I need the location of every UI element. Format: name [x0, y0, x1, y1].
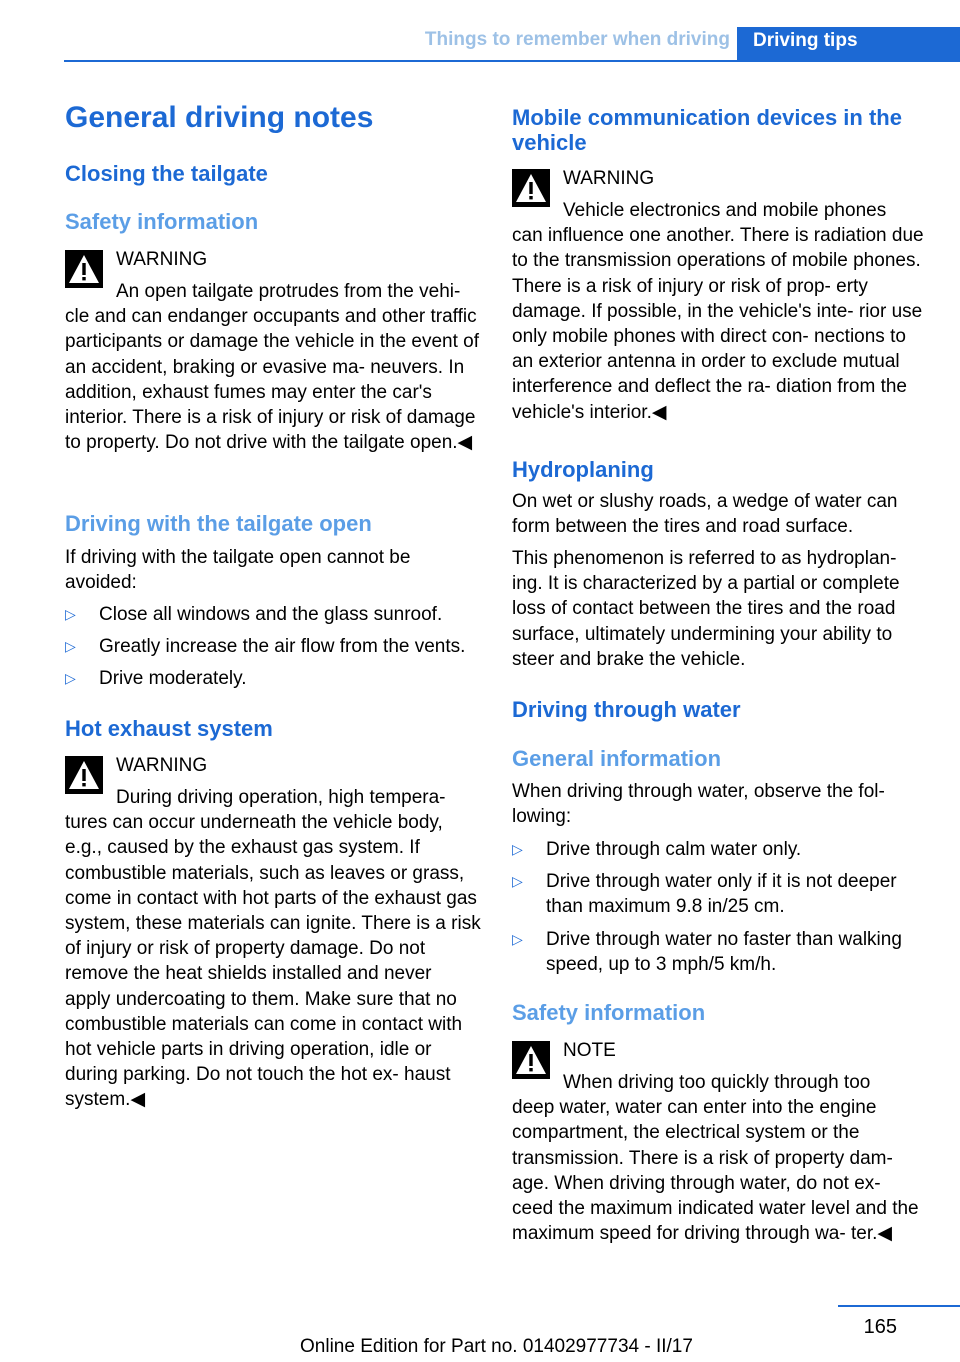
footer-edition: Online Edition for Part no. 01402977734 - II/17: [300, 1336, 693, 1357]
footer-rule: [838, 1305, 960, 1307]
warning-triangle-icon: [65, 756, 103, 794]
list-item: ▷ Drive through water only if it is not deeper than maximum 9.8 in/25 cm.: [512, 871, 897, 918]
tailgate-open-intro: If driving with the tailgate open cannot be avoided:: [65, 547, 411, 594]
list-item: ▷ Drive through calm water only.: [512, 837, 926, 862]
warning-label: WARNING: [563, 168, 655, 189]
warning-label: WARNING: [116, 249, 208, 270]
header-section-title: Things to remember when driving: [424, 29, 730, 50]
bullet-triangle-icon: ▷: [65, 670, 76, 687]
warning-triangle-icon: [512, 169, 550, 207]
bullet-triangle-icon: ▷: [65, 606, 76, 622]
list-item: ▷ Greatly increase the air flow from the vents.: [65, 634, 482, 659]
warning-triangle-icon: [65, 250, 103, 288]
bullet-triangle-icon: ▷: [512, 873, 523, 890]
list-item: ▷ Close all windows and the glass sunroof.: [65, 602, 482, 627]
heading-general-information: General information: [512, 746, 722, 771]
heading-mobile-devices: Mobile communication devices in the vehicle: [512, 105, 902, 155]
note-text: deep water, water can enter into the engine compartment, the electrical system or the transmission. There is a risk of property dam‐ age. When driving through water, do not ex‐ ceed the maximum indicated water level and the maximum speed for driving through wa‐ ter.◀: [512, 1097, 919, 1245]
page-title: General driving notes: [65, 101, 374, 134]
heading-hydroplaning: Hydroplaning: [512, 457, 654, 482]
water-list: [512, 837, 926, 984]
warning-text: tures can occur underneath the vehicle body, e.g., caused by the exhaust gas system. If combustible materials, such as leaves or grass, come in contact with hot parts of the exhaust gas system, these materials can ignite. There is a risk of injury or risk of property damage. Do not remove the heat shields installed and never apply undercoating to them. Make sure that no combustible materials can come in contact with hot vehicle parts in driving operation, idle or during parking. Do not touch the hot ex‐ haust system.◀: [65, 812, 481, 1111]
heading-driving-tailgate-open: Driving with the tailgate open: [65, 511, 372, 536]
list-item: ▷ Drive through water no faster than walking speed, up to 3 mph/5 km/h.: [512, 928, 902, 975]
tailgate-open-list: [65, 602, 482, 699]
note-label: NOTE: [563, 1040, 616, 1061]
bullet-triangle-icon: ▷: [512, 930, 523, 947]
water-intro: When driving through water, observe the fol‐ lowing:: [512, 781, 885, 828]
warning-triangle-icon: [512, 1041, 550, 1079]
hydroplaning-paragraph-2: This phenomenon is referred to as hydroplan‐ ing. It is characterized by a partial or complete loss of contact between the tires and the road surface, ultimately undermining your ability to steer and brake the vehicle.: [512, 548, 900, 670]
page-number: 165: [863, 1316, 897, 1338]
hydroplaning-paragraph-1: On wet or slushy roads, a wedge of water can form between the tires and road surface.: [512, 491, 898, 538]
warning-label: WARNING: [116, 755, 208, 776]
bullet-triangle-icon: ▷: [512, 841, 523, 857]
header-chapter-tab: Driving tips: [737, 27, 960, 62]
heading-hot-exhaust-system: Hot exhaust system: [65, 716, 273, 741]
warning-tailgate: [65, 247, 482, 455]
list-item: ▷ Drive moderately.: [65, 666, 482, 691]
warning-text-first-line: During driving operation, high tempera‐: [116, 787, 446, 808]
warning-text-first-line: An open tailgate protrudes from the vehi‐: [116, 281, 461, 302]
note-text-first-line: When driving too quickly through too: [563, 1072, 871, 1093]
warning-text: can influence one another. There is radiation due to the transmission operations of mobile phones. There is a risk of injury or risk of prop‐ erty damage. If possible, in the vehicle's inte‐ rior use only mobile phones with direct con‐ nections to an exterior antenna in order to exclude mutual interference and deflect the ra‐ diation from the vehicle's interior.◀: [512, 225, 924, 423]
warning-mobile-devices: [512, 166, 926, 425]
header-rule: [64, 60, 960, 62]
heading-safety-information: Safety information: [512, 1000, 706, 1025]
heading-safety-information: Safety information: [65, 209, 259, 234]
warning-text-first-line: Vehicle electronics and mobile phones: [563, 200, 887, 221]
note-water: [512, 1038, 926, 1246]
warning-exhaust: [65, 753, 482, 1113]
warning-text: cle and can endanger occupants and other traffic participants or damage the vehicle in the event of an accident, braking or evasive ma‐ neuvers. In addition, exhaust fumes may enter the car's interior. There is a risk of injury or risk of damage to property. Do not drive with the tailgate open.◀: [65, 306, 480, 454]
bullet-triangle-icon: ▷: [65, 638, 76, 655]
heading-driving-through-water: Driving through water: [512, 697, 741, 722]
heading-closing-tailgate: Closing the tailgate: [65, 161, 268, 186]
